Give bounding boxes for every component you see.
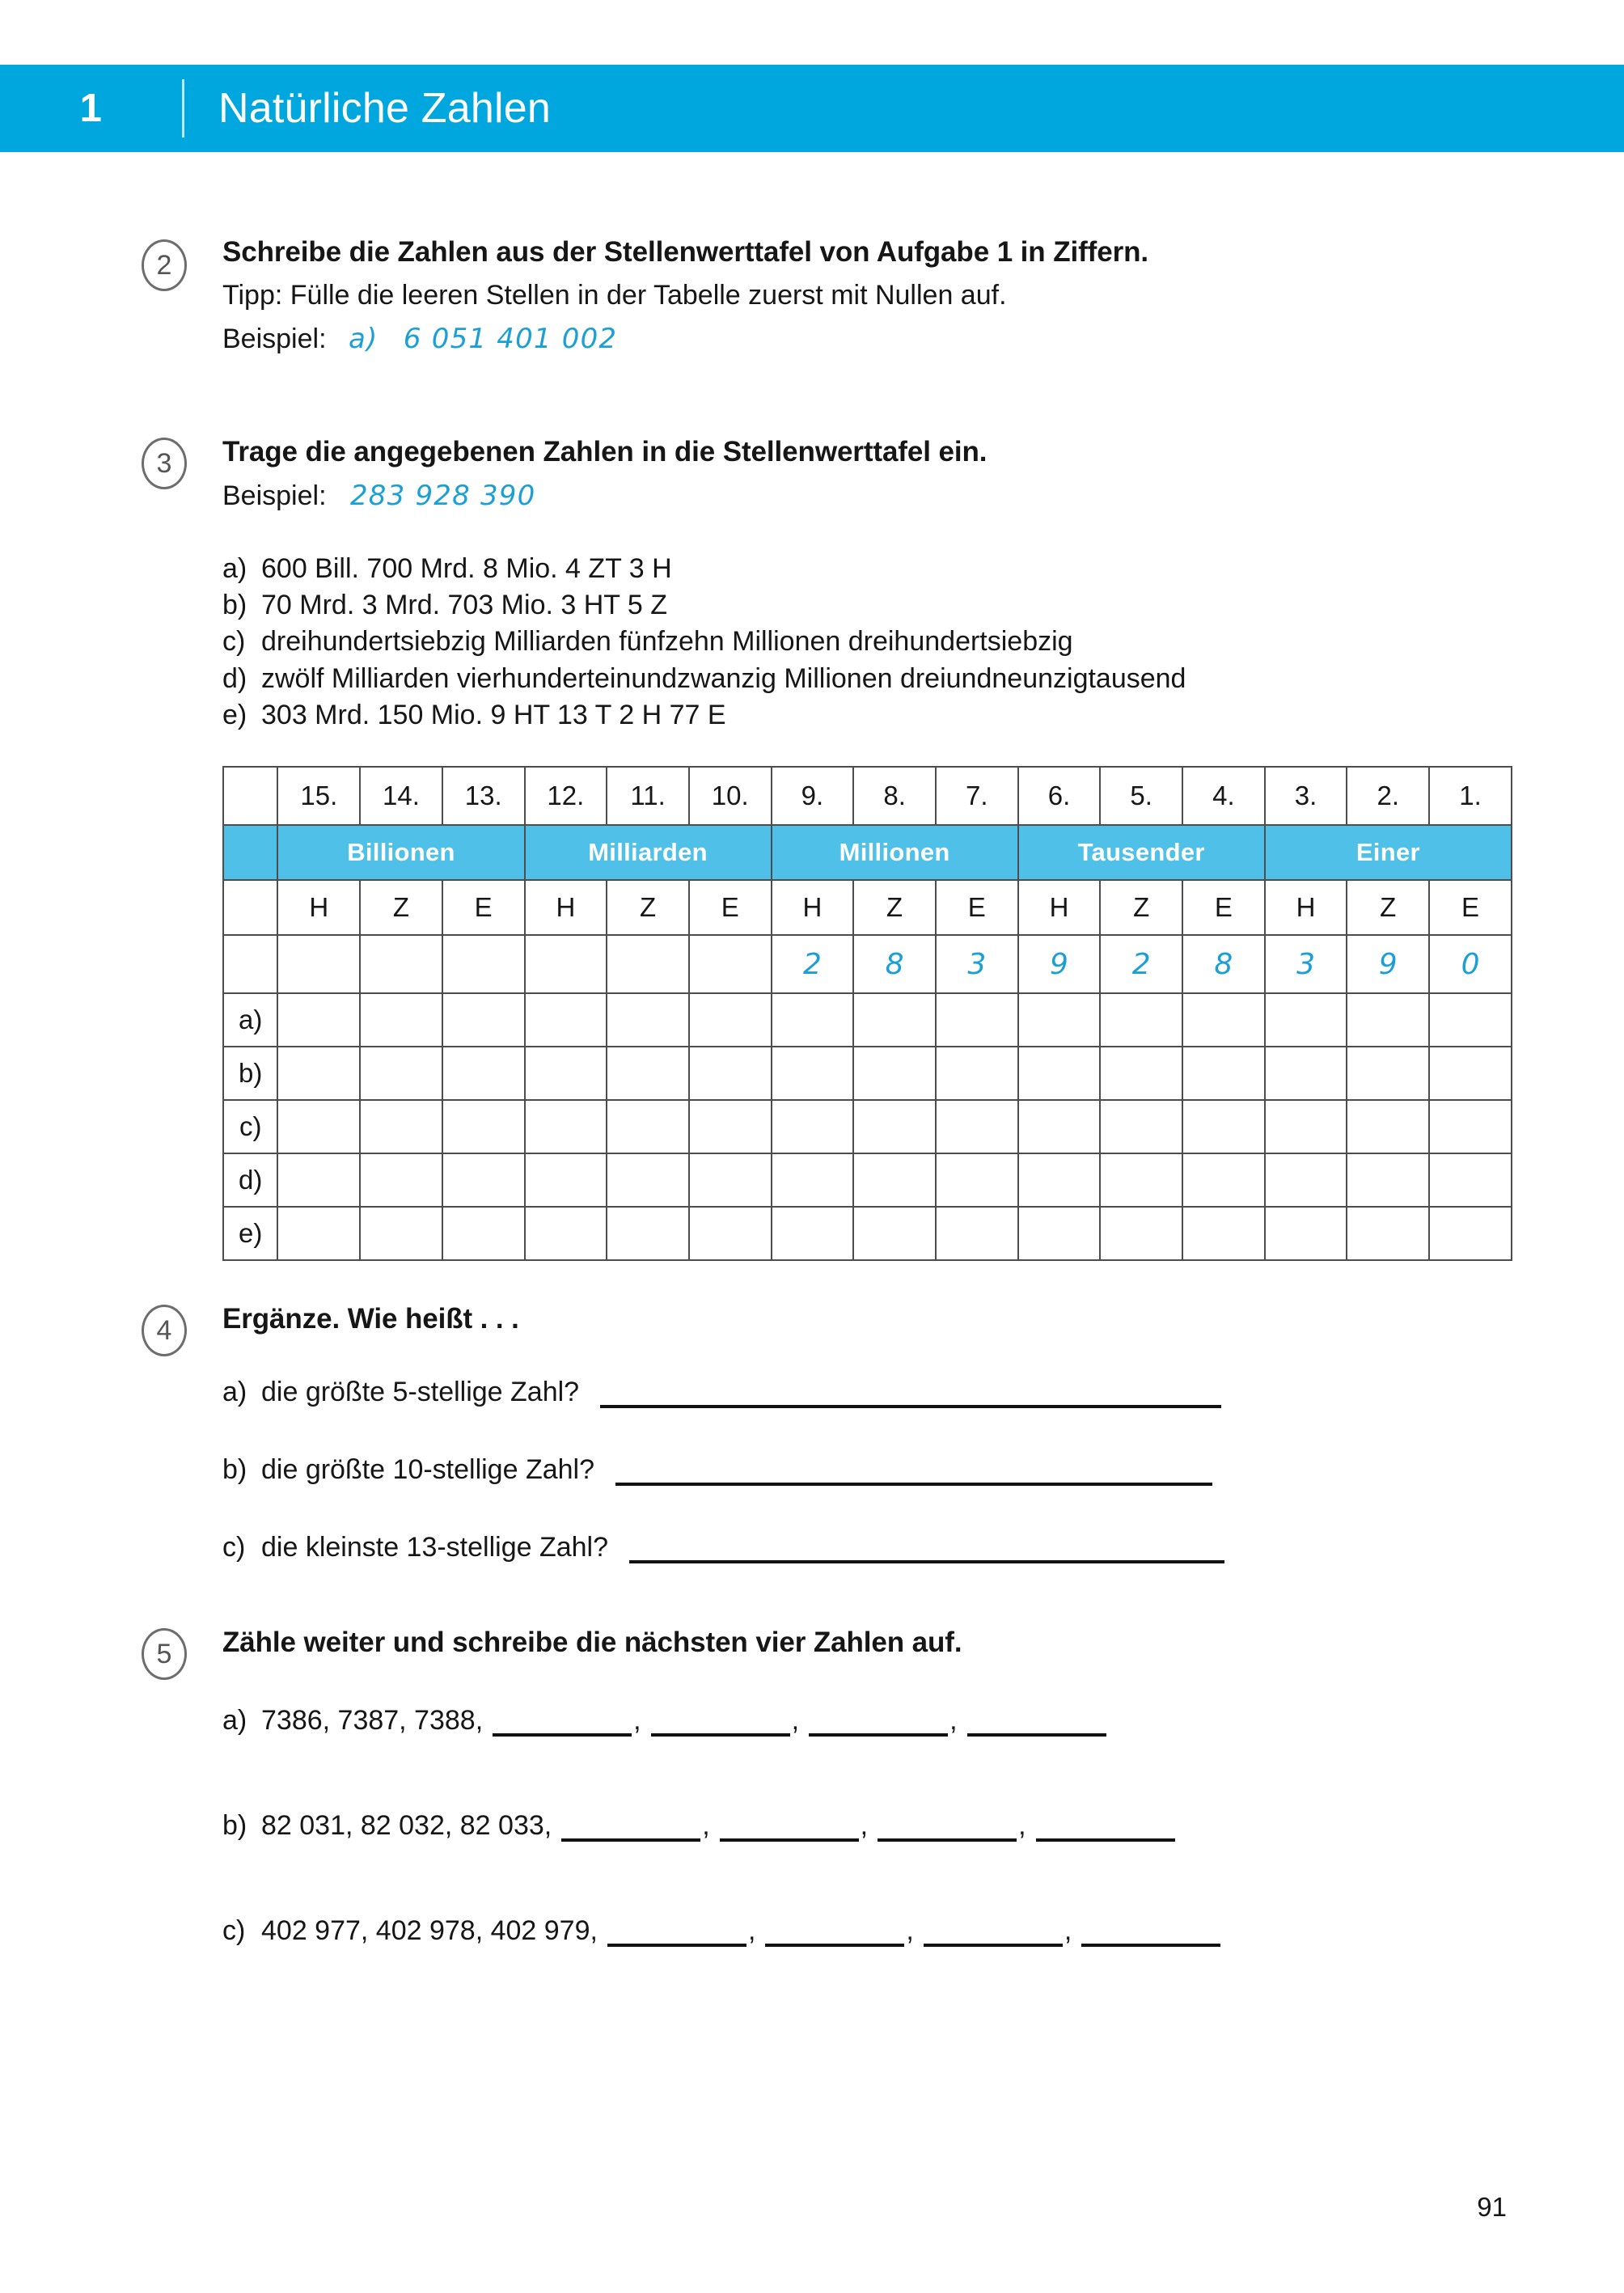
answer-cell[interactable] <box>1265 1100 1347 1153</box>
item-text: 600 Bill. 700 Mrd. 8 Mio. 4 ZT 3 H <box>261 553 672 584</box>
row-label: b) <box>223 1047 277 1100</box>
item-text: die größte 10-stellige Zahl? <box>261 1454 595 1486</box>
page-content <box>0 152 1624 1947</box>
position-number-cell: 4. <box>1182 767 1265 825</box>
answer-cell[interactable] <box>1182 1047 1265 1100</box>
answer-cell[interactable] <box>607 993 689 1047</box>
position-number-cell: 5. <box>1100 767 1182 825</box>
table-row-example <box>223 935 1512 993</box>
sequence-blank[interactable] <box>607 1914 746 1947</box>
exercise-2-hint: Tipp: Fülle die leeren Stellen in der Tabelle zuerst mit Nullen auf. <box>222 280 1007 311</box>
answer-cell[interactable] <box>1265 1207 1347 1260</box>
answer-cell[interactable] <box>853 993 936 1047</box>
answer-cell[interactable] <box>1100 1047 1182 1100</box>
sequence-row <box>222 1809 1624 1842</box>
exercise-2-example-marker: a) <box>348 323 379 355</box>
position-number-cell: 6. <box>1018 767 1101 825</box>
exercise-3-example-label: Beispiel: <box>222 480 327 511</box>
sequence-blank[interactable] <box>1081 1914 1220 1947</box>
list-item <box>222 587 1624 624</box>
unit-letter-cell: H <box>277 880 360 935</box>
example-digit-cell <box>1347 935 1429 993</box>
table-row-unit-letters <box>223 880 1512 935</box>
answer-cell[interactable] <box>689 1207 772 1260</box>
example-digit: 9 <box>1050 947 1068 981</box>
example-digit-cell <box>936 935 1018 993</box>
example-digit-cell <box>1429 935 1512 993</box>
item-marker: c) <box>222 1915 246 1947</box>
chapter-banner <box>0 65 1624 152</box>
answer-cell[interactable] <box>772 1100 854 1153</box>
answer-cell[interactable] <box>1018 1207 1101 1260</box>
stellenwerttafel <box>222 766 1512 1261</box>
exercise-2-number-badge: 2 <box>142 239 187 291</box>
sequence-row <box>222 1914 1624 1947</box>
item-marker: a) <box>222 1705 247 1737</box>
example-digit: 0 <box>1461 947 1480 981</box>
question-row <box>222 1528 1624 1563</box>
position-number-cell: 15. <box>277 767 360 825</box>
table-row <box>223 1047 1512 1100</box>
exercise-4 <box>0 1303 1624 1563</box>
exercise-4-title: Ergänze. Wie heißt . . . <box>222 1303 519 1335</box>
position-number-cell: 2. <box>1347 767 1429 825</box>
item-marker: b) <box>222 1454 247 1486</box>
example-digit-cell <box>689 935 772 993</box>
group-corner-cell <box>223 825 277 880</box>
example-digit: 9 <box>1378 947 1398 981</box>
answer-cell[interactable] <box>853 1100 936 1153</box>
sequence-blank[interactable] <box>651 1704 790 1737</box>
table-row-position-numbers <box>223 767 1512 825</box>
answer-line[interactable] <box>629 1528 1224 1563</box>
banner-divider <box>182 79 184 137</box>
example-digit-cell <box>360 935 442 993</box>
answer-cell[interactable] <box>689 993 772 1047</box>
answer-cell[interactable] <box>1018 1153 1101 1207</box>
unit-letter-cell: Z <box>360 880 442 935</box>
answer-cell[interactable] <box>1100 1153 1182 1207</box>
sequence-blank[interactable] <box>493 1704 632 1737</box>
separator-comma: , <box>791 1705 800 1737</box>
position-number-cell: 8. <box>853 767 936 825</box>
exercise-3-example-row <box>222 480 1624 512</box>
answer-cell[interactable] <box>689 1047 772 1100</box>
answer-cell[interactable] <box>442 1100 525 1153</box>
answer-cell[interactable] <box>1347 1153 1429 1207</box>
answer-cell[interactable] <box>936 1047 1018 1100</box>
answer-cell[interactable] <box>1347 1047 1429 1100</box>
position-number-cell: 3. <box>1265 767 1347 825</box>
answer-cell[interactable] <box>277 993 360 1047</box>
unit-letter-cell: H <box>1265 880 1347 935</box>
group-header-cell: Milliarden <box>525 825 772 880</box>
position-number-cell: 14. <box>360 767 442 825</box>
answer-cell[interactable] <box>1347 1100 1429 1153</box>
table-row-group-header <box>223 825 1512 880</box>
exercise-3 <box>0 436 1624 734</box>
answer-cell[interactable] <box>936 1153 1018 1207</box>
exercise-2-example-label: Beispiel: <box>222 324 327 354</box>
answer-cell[interactable] <box>1265 1153 1347 1207</box>
example-digit: 2 <box>802 947 822 981</box>
answer-cell[interactable] <box>853 1047 936 1100</box>
exercise-3-example-value: 283 928 390 <box>349 480 536 512</box>
separator-comma: , <box>860 1810 869 1842</box>
example-row-label <box>223 935 277 993</box>
sequence-given: 402 977, 402 978, 402 979, <box>261 1915 598 1947</box>
item-marker: a) <box>222 1377 247 1408</box>
exercise-3-title: Trage die angegebenen Zahlen in die Stellenwerttafel ein. <box>222 436 988 467</box>
example-digit: 3 <box>1296 947 1315 981</box>
unit-letter-cell: Z <box>1100 880 1182 935</box>
group-header-cell: Tausender <box>1018 825 1265 880</box>
answer-cell[interactable] <box>525 1153 607 1207</box>
group-header-cell: Billionen <box>277 825 524 880</box>
table-row <box>223 993 1512 1047</box>
list-item <box>222 624 1624 660</box>
answer-cell[interactable] <box>1429 1100 1512 1153</box>
answer-cell[interactable] <box>442 1047 525 1100</box>
separator-comma: , <box>1064 1915 1072 1947</box>
answer-cell[interactable] <box>936 1207 1018 1260</box>
table-row <box>223 1207 1512 1260</box>
position-number-cell: 12. <box>525 767 607 825</box>
example-digit-cell <box>525 935 607 993</box>
item-marker: c) <box>222 626 246 658</box>
answer-cell[interactable] <box>277 1100 360 1153</box>
position-number-cell: 1. <box>1429 767 1512 825</box>
question-row <box>222 1450 1624 1486</box>
sequence-blank[interactable] <box>967 1704 1106 1737</box>
example-digit: 2 <box>1131 947 1151 981</box>
answer-cell[interactable] <box>442 1207 525 1260</box>
example-digit-cell <box>1182 935 1265 993</box>
chapter-number: 1 <box>79 87 103 130</box>
item-marker: c) <box>222 1532 246 1563</box>
position-number-cell: 11. <box>607 767 689 825</box>
list-item <box>222 697 1624 734</box>
example-digit: 8 <box>885 947 904 981</box>
exercise-2-title: Schreibe die Zahlen aus der Stellenwerttafel von Aufgabe 1 in Ziffern. <box>222 236 1149 268</box>
unit-letter-cell: E <box>442 880 525 935</box>
answer-cell[interactable] <box>772 1207 854 1260</box>
sequence-blank[interactable] <box>878 1809 1017 1842</box>
unit-letter-cell: Z <box>1347 880 1429 935</box>
item-marker: e) <box>222 699 247 730</box>
unit-corner-cell <box>223 880 277 935</box>
answer-cell[interactable] <box>772 1153 854 1207</box>
answer-cell[interactable] <box>1182 1100 1265 1153</box>
row-label: e) <box>223 1207 277 1260</box>
answer-cell[interactable] <box>1182 1153 1265 1207</box>
answer-line[interactable] <box>615 1450 1212 1486</box>
unit-letter-cell: H <box>1018 880 1101 935</box>
answer-cell[interactable] <box>277 1207 360 1260</box>
group-header-cell: Millionen <box>772 825 1018 880</box>
unit-letter-cell: E <box>936 880 1018 935</box>
example-digit-cell <box>1018 935 1101 993</box>
answer-cell[interactable] <box>772 993 854 1047</box>
example-digit: 3 <box>967 947 987 981</box>
item-marker: b) <box>222 1810 247 1842</box>
answer-cell[interactable] <box>1018 1047 1101 1100</box>
sequence-blank[interactable] <box>809 1704 948 1737</box>
separator-comma: , <box>633 1705 641 1737</box>
answer-cell[interactable] <box>853 1153 936 1207</box>
unit-letter-cell: Z <box>607 880 689 935</box>
separator-comma: , <box>906 1915 914 1947</box>
item-marker: a) <box>222 553 247 584</box>
answer-cell[interactable] <box>689 1100 772 1153</box>
answer-cell[interactable] <box>1018 993 1101 1047</box>
separator-comma: , <box>1018 1810 1026 1842</box>
unit-letter-cell: H <box>525 880 607 935</box>
answer-cell[interactable] <box>1429 1153 1512 1207</box>
example-digit-cell <box>607 935 689 993</box>
answer-cell[interactable] <box>689 1153 772 1207</box>
answer-cell[interactable] <box>607 1153 689 1207</box>
example-digit: 8 <box>1214 947 1233 981</box>
answer-cell[interactable] <box>525 1100 607 1153</box>
answer-cell[interactable] <box>607 1047 689 1100</box>
answer-cell[interactable] <box>360 1207 442 1260</box>
answer-cell[interactable] <box>1347 993 1429 1047</box>
example-digit-cell <box>1265 935 1347 993</box>
answer-cell[interactable] <box>1265 993 1347 1047</box>
sequence-blank[interactable] <box>720 1809 859 1842</box>
group-header-cell: Einer <box>1265 825 1512 880</box>
answer-cell[interactable] <box>1265 1047 1347 1100</box>
position-number-cell: 7. <box>936 767 1018 825</box>
item-text: zwölf Milliarden vierhunderteinundzwanzig Millionen dreiundneunzigtausend <box>261 662 1186 694</box>
answer-cell[interactable] <box>525 1207 607 1260</box>
sequence-blank[interactable] <box>924 1914 1063 1947</box>
exercise-4-number-badge: 4 <box>142 1305 187 1356</box>
item-text: 303 Mrd. 150 Mio. 9 HT 13 T 2 H 77 E <box>261 699 726 730</box>
row-label: a) <box>223 993 277 1047</box>
answer-cell[interactable] <box>1182 993 1265 1047</box>
list-item <box>222 661 1624 697</box>
answer-cell[interactable] <box>607 1100 689 1153</box>
sequence-blank[interactable] <box>1036 1809 1175 1842</box>
item-marker: d) <box>222 662 247 694</box>
answer-cell[interactable] <box>1429 1207 1512 1260</box>
answer-cell[interactable] <box>442 993 525 1047</box>
answer-cell[interactable] <box>360 993 442 1047</box>
sequence-given: 82 031, 82 032, 82 033, <box>261 1810 552 1842</box>
answer-cell[interactable] <box>936 993 1018 1047</box>
exercise-2-example-value: 6 051 401 002 <box>403 323 618 355</box>
separator-comma: , <box>747 1915 756 1947</box>
exercise-5-number-badge: 5 <box>142 1628 187 1680</box>
answer-cell[interactable] <box>772 1047 854 1100</box>
exercise-5 <box>0 1627 1624 1947</box>
stellenwerttafel-wrapper <box>222 766 1624 1261</box>
corner-cell <box>223 767 277 825</box>
answer-cell[interactable] <box>1429 1047 1512 1100</box>
sequence-blank[interactable] <box>765 1914 904 1947</box>
sequence-blank[interactable] <box>561 1809 700 1842</box>
example-digit-cell <box>442 935 525 993</box>
answer-cell[interactable] <box>1429 993 1512 1047</box>
answer-cell[interactable] <box>360 1047 442 1100</box>
item-marker: b) <box>222 590 247 621</box>
answer-cell[interactable] <box>360 1100 442 1153</box>
row-label: c) <box>223 1100 277 1153</box>
table-row <box>223 1100 1512 1153</box>
answer-cell[interactable] <box>853 1207 936 1260</box>
answer-cell[interactable] <box>360 1153 442 1207</box>
answer-cell[interactable] <box>1018 1100 1101 1153</box>
answer-cell[interactable] <box>442 1153 525 1207</box>
exercise-5-title: Zähle weiter und schreibe die nächsten vier Zahlen auf. <box>222 1627 962 1659</box>
exercise-3-item-list <box>222 551 1624 734</box>
unit-letter-cell: Z <box>853 880 936 935</box>
row-label: d) <box>223 1153 277 1207</box>
answer-cell[interactable] <box>525 993 607 1047</box>
separator-comma: , <box>702 1810 710 1842</box>
separator-comma: , <box>949 1705 958 1737</box>
unit-letter-cell: H <box>772 880 854 935</box>
position-number-cell: 13. <box>442 767 525 825</box>
item-text: dreihundertsiebzig Milliarden fünfzehn Millionen dreihundertsiebzig <box>261 626 1073 658</box>
unit-letter-cell: E <box>1429 880 1512 935</box>
unit-letter-cell: E <box>1182 880 1265 935</box>
item-text: 70 Mrd. 3 Mrd. 703 Mio. 3 HT 5 Z <box>261 590 667 621</box>
answer-cell[interactable] <box>525 1047 607 1100</box>
sequence-given: 7386, 7387, 7388, <box>261 1705 484 1737</box>
list-item <box>222 551 1624 587</box>
answer-cell[interactable] <box>277 1047 360 1100</box>
answer-line[interactable] <box>600 1373 1221 1408</box>
answer-cell[interactable] <box>607 1207 689 1260</box>
exercise-3-number-badge: 3 <box>142 438 187 489</box>
example-digit-cell <box>1100 935 1182 993</box>
page-number: 91 <box>1477 2192 1507 2222</box>
table-row <box>223 1153 1512 1207</box>
exercise-2-example-row <box>222 323 1624 355</box>
answer-cell[interactable] <box>277 1153 360 1207</box>
answer-cell[interactable] <box>1100 1100 1182 1153</box>
answer-cell[interactable] <box>936 1100 1018 1153</box>
answer-cell[interactable] <box>1100 1207 1182 1260</box>
item-text: die größte 5-stellige Zahl? <box>261 1377 580 1408</box>
answer-cell[interactable] <box>1347 1207 1429 1260</box>
sequence-row <box>222 1704 1624 1737</box>
example-digit-cell <box>853 935 936 993</box>
example-digit-cell <box>277 935 360 993</box>
chapter-title: Natürliche Zahlen <box>218 85 551 132</box>
answer-cell[interactable] <box>1182 1207 1265 1260</box>
example-digit-cell <box>772 935 854 993</box>
unit-letter-cell: E <box>689 880 772 935</box>
position-number-cell: 10. <box>689 767 772 825</box>
answer-cell[interactable] <box>1100 993 1182 1047</box>
exercise-2 <box>0 236 1624 355</box>
question-row <box>222 1373 1624 1408</box>
item-text: die kleinste 13-stellige Zahl? <box>261 1532 609 1563</box>
position-number-cell: 9. <box>772 767 854 825</box>
